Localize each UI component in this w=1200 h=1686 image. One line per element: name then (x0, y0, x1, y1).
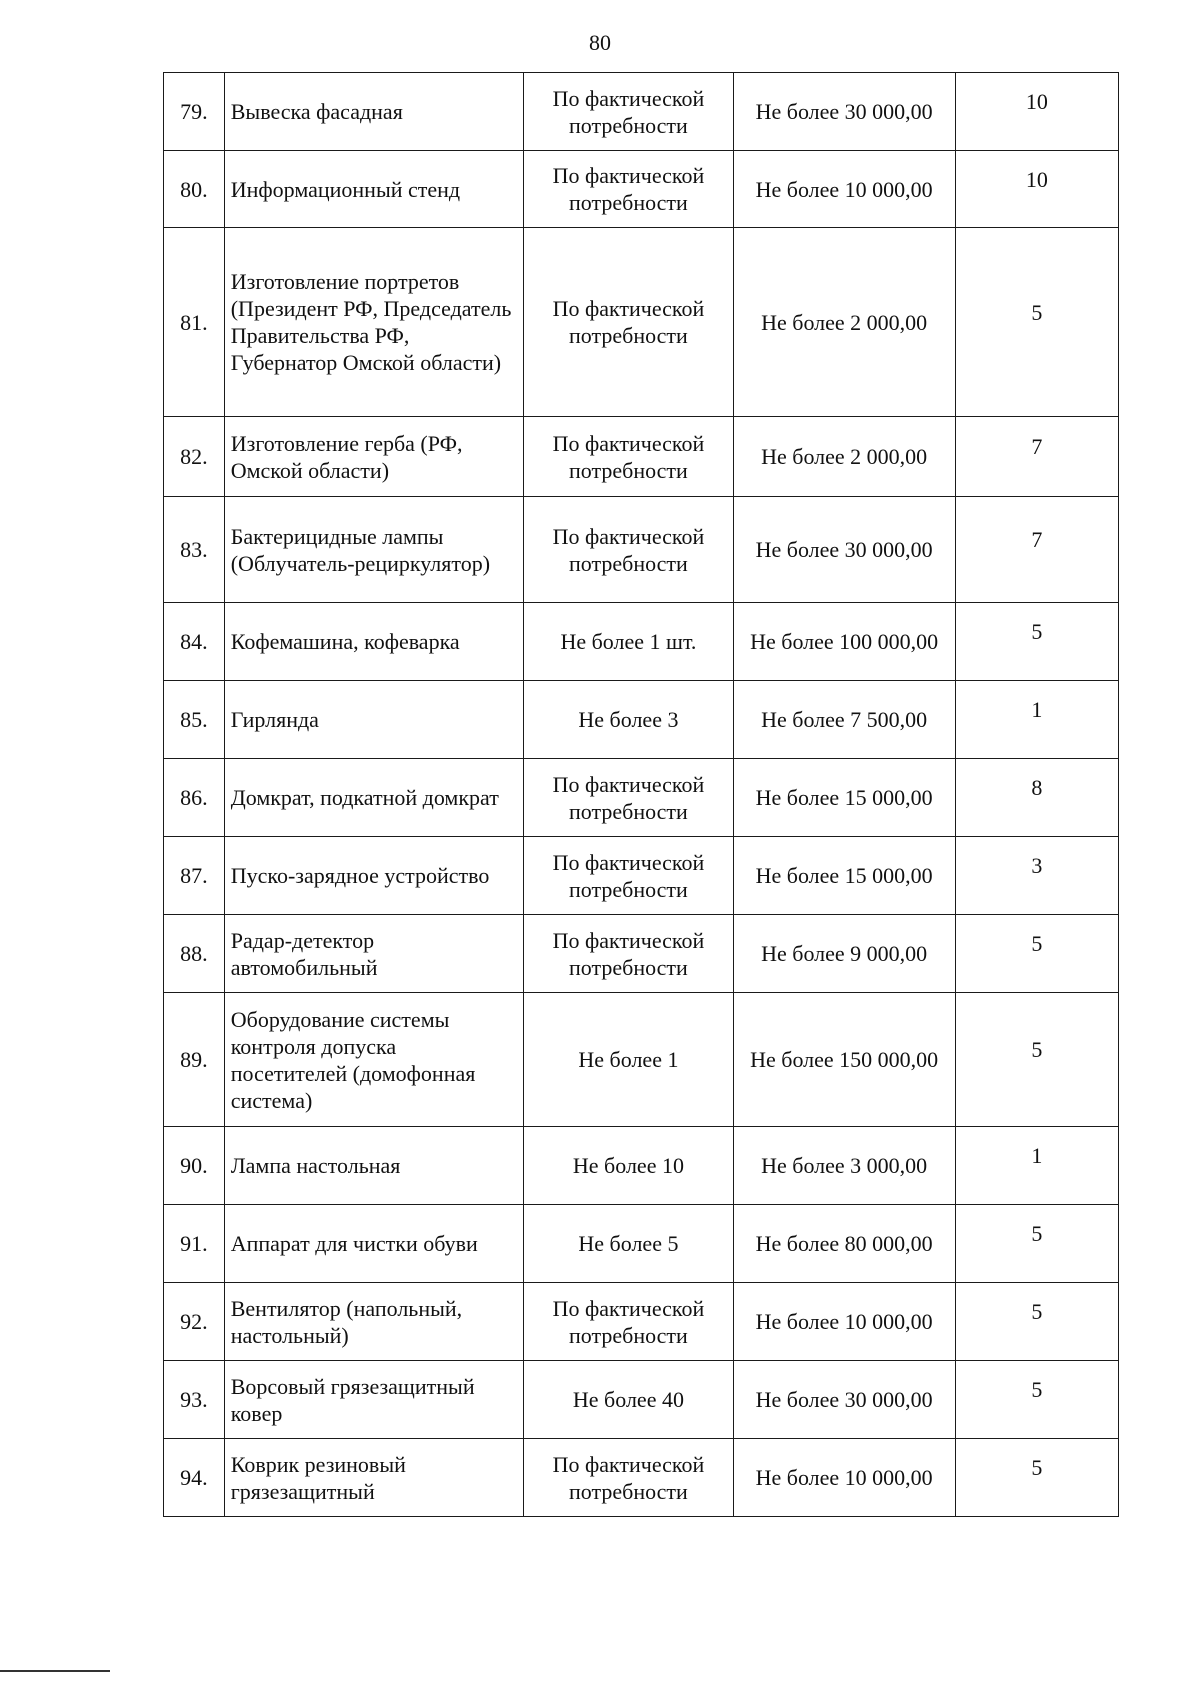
item-price: Не более 10 000,00 (733, 151, 955, 228)
item-quantity: По фактической потребности (524, 151, 733, 228)
table-row (164, 1361, 1119, 1439)
item-quantity: По фактической потребности (524, 417, 733, 497)
item-price: Не более 10 000,00 (733, 1283, 955, 1361)
item-quantity: Не более 10 (524, 1127, 733, 1205)
item-service-years: 1 (955, 1127, 1118, 1205)
table-row (164, 759, 1119, 837)
item-price: Не более 150 000,00 (733, 993, 955, 1127)
item-price: Не более 30 000,00 (733, 497, 955, 603)
item-name: Вывеска фасадная (224, 73, 523, 151)
table-row (164, 73, 1119, 151)
item-quantity: По фактической потребности (524, 1439, 733, 1517)
item-price: Не более 15 000,00 (733, 837, 955, 915)
item-service-years: 10 (955, 151, 1118, 228)
table-row (164, 497, 1119, 603)
row-number: 82. (164, 417, 225, 497)
item-quantity: Не более 1 шт. (524, 603, 733, 681)
scan-edge-line (0, 1670, 110, 1672)
item-name: Информационный стенд (224, 151, 523, 228)
row-number: 80. (164, 151, 225, 228)
item-price: Не более 30 000,00 (733, 73, 955, 151)
item-price: Не более 2 000,00 (733, 228, 955, 417)
item-name: Оборудование системы контроля допуска посетителей (домофонная система) (224, 993, 523, 1127)
item-service-years: 5 (955, 228, 1118, 417)
table-row (164, 1283, 1119, 1361)
item-quantity: По фактической потребности (524, 759, 733, 837)
table-row (164, 417, 1119, 497)
item-service-years: 10 (955, 73, 1118, 151)
item-price: Не более 15 000,00 (733, 759, 955, 837)
item-quantity: Не более 1 (524, 993, 733, 1127)
item-service-years: 5 (955, 1361, 1118, 1439)
row-number: 89. (164, 993, 225, 1127)
item-price: Не более 100 000,00 (733, 603, 955, 681)
item-service-years: 7 (955, 497, 1118, 603)
item-name: Вентилятор (напольный, настольный) (224, 1283, 523, 1361)
item-quantity: По фактической потребности (524, 1283, 733, 1361)
row-number: 81. (164, 228, 225, 417)
item-quantity: Не более 40 (524, 1361, 733, 1439)
row-number: 84. (164, 603, 225, 681)
item-name: Бактерицидные лампы (Облучатель-рециркулятор) (224, 497, 523, 603)
item-price: Не более 30 000,00 (733, 1361, 955, 1439)
item-quantity: По фактической потребности (524, 837, 733, 915)
item-name: Аппарат для чистки обуви (224, 1205, 523, 1283)
table-row (164, 1127, 1119, 1205)
item-quantity: По фактической потребности (524, 915, 733, 993)
row-number: 87. (164, 837, 225, 915)
row-number: 83. (164, 497, 225, 603)
item-price: Не более 2 000,00 (733, 417, 955, 497)
item-price: Не более 9 000,00 (733, 915, 955, 993)
item-name: Коврик резиновый грязезащитный (224, 1439, 523, 1517)
row-number: 86. (164, 759, 225, 837)
row-number: 91. (164, 1205, 225, 1283)
item-price: Не более 7 500,00 (733, 681, 955, 759)
row-number: 79. (164, 73, 225, 151)
item-name: Домкрат, подкатной домкрат (224, 759, 523, 837)
item-service-years: 3 (955, 837, 1118, 915)
item-quantity: По фактической потребности (524, 228, 733, 417)
table-row (164, 1439, 1119, 1517)
table-row (164, 993, 1119, 1127)
item-name: Ворсовый грязезащитный ковер (224, 1361, 523, 1439)
row-number: 93. (164, 1361, 225, 1439)
item-service-years: 1 (955, 681, 1118, 759)
item-service-years: 5 (955, 1439, 1118, 1517)
row-number: 88. (164, 915, 225, 993)
item-name: Гирлянда (224, 681, 523, 759)
row-number: 90. (164, 1127, 225, 1205)
row-number: 92. (164, 1283, 225, 1361)
item-quantity: По фактической потребности (524, 73, 733, 151)
row-number: 85. (164, 681, 225, 759)
table-row (164, 915, 1119, 993)
item-price: Не более 3 000,00 (733, 1127, 955, 1205)
item-name: Пуско-зарядное устройство (224, 837, 523, 915)
table-row (164, 228, 1119, 417)
page-number: 80 (589, 30, 611, 55)
table-row (164, 603, 1119, 681)
item-service-years: 5 (955, 993, 1118, 1127)
item-service-years: 5 (955, 915, 1118, 993)
item-service-years: 7 (955, 417, 1118, 497)
item-quantity: По фактической потребности (524, 497, 733, 603)
table-row (164, 681, 1119, 759)
norms-table (163, 72, 1119, 1517)
item-price: Не более 80 000,00 (733, 1205, 955, 1283)
item-name: Изготовление портретов (Президент РФ, Председатель Правительства РФ, Губернатор Омской области) (224, 228, 523, 417)
item-name: Радар-детектор автомобильный (224, 915, 523, 993)
item-service-years: 5 (955, 1283, 1118, 1361)
item-name: Кофемашина, кофеварка (224, 603, 523, 681)
table-row (164, 151, 1119, 228)
item-quantity: Не более 3 (524, 681, 733, 759)
row-number: 94. (164, 1439, 225, 1517)
item-service-years: 5 (955, 603, 1118, 681)
item-quantity: Не более 5 (524, 1205, 733, 1283)
item-service-years: 5 (955, 1205, 1118, 1283)
item-price: Не более 10 000,00 (733, 1439, 955, 1517)
table-row (164, 837, 1119, 915)
item-service-years: 8 (955, 759, 1118, 837)
item-name: Изготовление герба (РФ, Омской области) (224, 417, 523, 497)
item-name: Лампа настольная (224, 1127, 523, 1205)
table-row (164, 1205, 1119, 1283)
